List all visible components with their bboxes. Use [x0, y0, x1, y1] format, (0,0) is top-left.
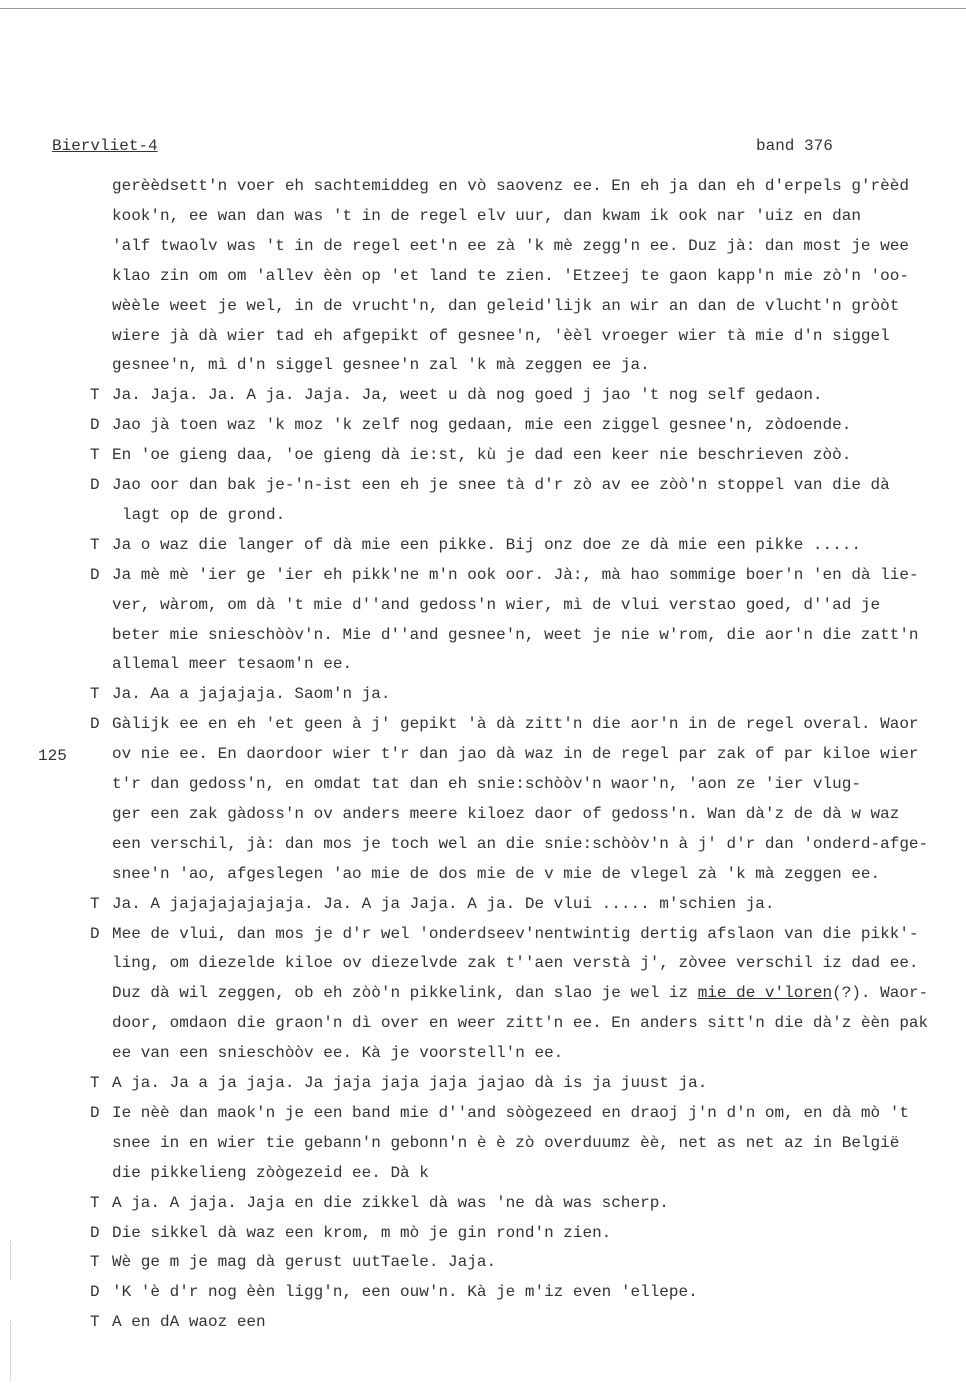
speaker-label: D: [90, 416, 100, 434]
line-text: 'alf twaolv was 't in de regel eet'n ee zà 'k mè zegg'n ee. Duz jà: dan most je wee: [112, 237, 909, 255]
line-text: Ie nèè dan maok'n je een band mie d''and sòògezeed en draoj j'n d'n om, en dà mò 't: [112, 1104, 909, 1122]
transcript-line: [112, 1165, 429, 1181]
transcript-line: [112, 1045, 563, 1061]
line-text: ling, om diezelde kiloe ov diezelvde zak t''aen verstà j', zòvee verschil iz dad ee.: [112, 954, 919, 972]
transcript-line: [112, 836, 928, 852]
line-text: Jao oor dan bak je-'n-ist een eh je snee tà d'r zò av ee zòò'n stoppel van die dà: [112, 476, 890, 494]
transcript-line: [112, 238, 909, 254]
line-text: Duz dà wil zeggen, ob eh zòò'n pikkelink, dan slao je wel iz: [112, 984, 698, 1002]
document-title: Biervliet-4: [52, 137, 158, 155]
speaker-label: D: [90, 1224, 100, 1242]
speaker-label: T: [90, 536, 100, 554]
line-text: ov nie ee. En daordoor wier t'r dan jao dà waz in de regel par zak of par kiloe wier: [112, 745, 919, 763]
transcript-line: [112, 926, 919, 942]
transcript-line: [112, 387, 823, 403]
speaker-label: D: [90, 1104, 100, 1122]
line-text: t'r dan gedoss'n, en omdat tat dan eh snie:schòòv'n waor'n, 'aon ze 'ier vlug-: [112, 775, 861, 793]
band-label: band 376: [756, 137, 833, 155]
transcript-line: [112, 567, 919, 583]
margin-number: 125: [38, 747, 67, 765]
speaker-label: T: [90, 1253, 100, 1271]
transcript-line: [112, 985, 928, 1001]
speaker-label: T: [90, 895, 100, 913]
transcript-line: [112, 866, 880, 882]
transcript-line: [112, 896, 775, 912]
line-text: ver, wàrom, om dà 't mie d''and gedoss'n wier, mì de vlui verstao goed, d''ad je: [112, 596, 881, 614]
transcript-line: [112, 1015, 928, 1031]
line-text: klao zin om om 'allev èèn op 'et land te zien. 'Etzeej te gaon kapp'n mie zò'n 'oo-: [112, 267, 909, 285]
transcript-line: [112, 1254, 496, 1270]
line-text: Wè ge m je mag dà gerust uutTaele. Jaja.: [112, 1253, 497, 1271]
line-text: 'K 'è d'r nog èèn ligg'n, een ouw'n. Kà je m'iz even 'ellepe.: [112, 1283, 698, 1301]
line-text: ee van een snieschòòv ee. Kà je voorstell'n ee.: [112, 1044, 564, 1062]
transcript-line: [112, 268, 909, 284]
line-text: wiere jà dà wier tad eh afgepikt of gesnee'n, 'èèl vroeger wier tà mie d'n siggel: [112, 327, 890, 345]
transcript-line: [112, 806, 899, 822]
line-text: snee in en wier tie gebann'n gebonn'n è è zò overduumz èè, net as net az in België: [112, 1134, 900, 1152]
line-text: gerèèdsett'n voer eh sachtemiddeg en vò saovenz ee. En eh ja dan eh d'erpels g'rèèd: [112, 177, 909, 195]
line-text: kook'n, ee wan dan was 't in de regel elv uur, dan kwam ik ook nar 'uiz en dan: [112, 207, 861, 225]
speaker-label: T: [90, 1074, 100, 1092]
line-text: gesnee'n, mì d'n siggel gesnee'n zal 'k mà zeggen ee ja.: [112, 356, 650, 374]
transcript-line: [112, 627, 919, 643]
transcript-line: [112, 357, 650, 373]
margin-scan-mark: [10, 1240, 11, 1280]
top-scan-line: [0, 8, 966, 9]
transcript-line: [112, 1105, 909, 1121]
line-text: beter mie snieschòòv'n. Mie d''and gesnee'n, weet je nie w'rom, die aor'n die zatt'n: [112, 626, 919, 644]
transcript-line: [112, 746, 919, 762]
transcript-line: [112, 537, 861, 553]
line-text: die pikkelieng zòògezeid ee. Dà k: [112, 1164, 429, 1182]
transcript-line: [112, 328, 890, 344]
line-text: wèèle weet je wel, in de vrucht'n, dan geleid'lijk an wir an dan de vlucht'n gròòt: [112, 297, 900, 315]
transcript-line: [112, 477, 890, 493]
line-text: Jao jà toen waz 'k moz 'k zelf nog gedaan, mie een ziggel gesnee'n, zòdoende.: [112, 416, 852, 434]
transcript-line: [112, 955, 919, 971]
speaker-label: D: [90, 925, 100, 943]
margin-scan-mark: [10, 1320, 11, 1380]
speaker-label: D: [90, 1283, 100, 1301]
transcript-line: [112, 1314, 266, 1330]
transcript-line: [112, 1135, 899, 1151]
line-text: A ja. A jaja. Jaja en die zikkel dà was 'ne dà was scherp.: [112, 1194, 669, 1212]
transcript-line: [112, 298, 899, 314]
underlined-text: mie de v'loren: [697, 984, 833, 1002]
speaker-label: D: [90, 715, 100, 733]
line-text: allemal meer tesaom'n ee.: [112, 655, 353, 673]
speaker-label: T: [90, 685, 100, 703]
line-text: Mee de vlui, dan mos je d'r wel 'onderdseev'nentwintig dertig afslaon van die pikk'-: [112, 925, 919, 943]
line-text: snee'n 'ao, afgeslegen 'ao mie de dos mie de v mie de vlegel zà 'k mà zeggen ee.: [112, 865, 881, 883]
transcript-line: [112, 178, 909, 194]
speaker-label: T: [90, 386, 100, 404]
transcript-line: [112, 1284, 698, 1300]
line-text: door, omdaon die graon'n dì over en weer zitt'n ee. En anders sitt'n die dà'z èèn pak: [112, 1014, 929, 1032]
speaker-label: T: [90, 446, 100, 464]
transcript-line: [112, 686, 390, 702]
transcript-line: [112, 656, 352, 672]
transcript-line: [122, 507, 285, 523]
transcript-line: [112, 417, 851, 433]
line-text: Gàlijk ee en eh 'et geen à j' gepikt 'à dà zitt'n die aor'n in de regel overal. Waor: [112, 715, 919, 733]
transcript-line: [112, 1075, 707, 1091]
transcript-line: [112, 208, 861, 224]
line-text: Ja mè mè 'ier ge 'ier eh pikk'ne m'n ook oor. Jà:, mà hao sommige boer'n 'en dà lie-: [112, 566, 919, 584]
transcript-line: [112, 1225, 611, 1241]
line-text: A ja. Ja a ja jaja. Ja jaja jaja jaja jajao dà is ja juust ja.: [112, 1074, 708, 1092]
line-text: A en dA waoz een: [112, 1313, 266, 1331]
transcript-line: [112, 776, 861, 792]
line-text: Die sikkel dà waz een krom, m mò je gin rond'n zien.: [112, 1224, 612, 1242]
line-text: lagt op de grond.: [122, 506, 286, 524]
speaker-label: T: [90, 1194, 100, 1212]
speaker-label: D: [90, 476, 100, 494]
line-text: ger een zak gàdoss'n ov anders meere kiloez daor of gedoss'n. Wan dà'z de dà w waz: [112, 805, 900, 823]
line-text: Ja. Jaja. Ja. A ja. Jaja. Ja, weet u dà nog goed j jao 't nog self gedaon.: [112, 386, 823, 404]
transcript-line: [112, 1195, 669, 1211]
transcript-line: [112, 597, 880, 613]
speaker-label: D: [90, 566, 100, 584]
line-text: een verschil, jà: dan mos je toch wel an die snie:schòòv'n à j' d'r dan 'onderd-afge-: [112, 835, 929, 853]
line-text: Ja. Aa a jajajaja. Saom'n ja.: [112, 685, 391, 703]
speaker-label: T: [90, 1313, 100, 1331]
line-text: Ja. A jajajajajajaja. Ja. A ja Jaja. A ja. De vlui ..... m'schien ja.: [112, 895, 775, 913]
line-text: (?). Waor-: [832, 984, 929, 1002]
line-text: En 'oe gieng daa, 'oe gieng dà ie:st, kù je dad een keer nie beschrieven zòò.: [112, 446, 852, 464]
transcript-line: [112, 447, 851, 463]
line-text: Ja o waz die langer of dà mie een pikke. Bij onz doe ze dà mie een pikke .....: [112, 536, 861, 554]
transcript-line: [112, 716, 919, 732]
